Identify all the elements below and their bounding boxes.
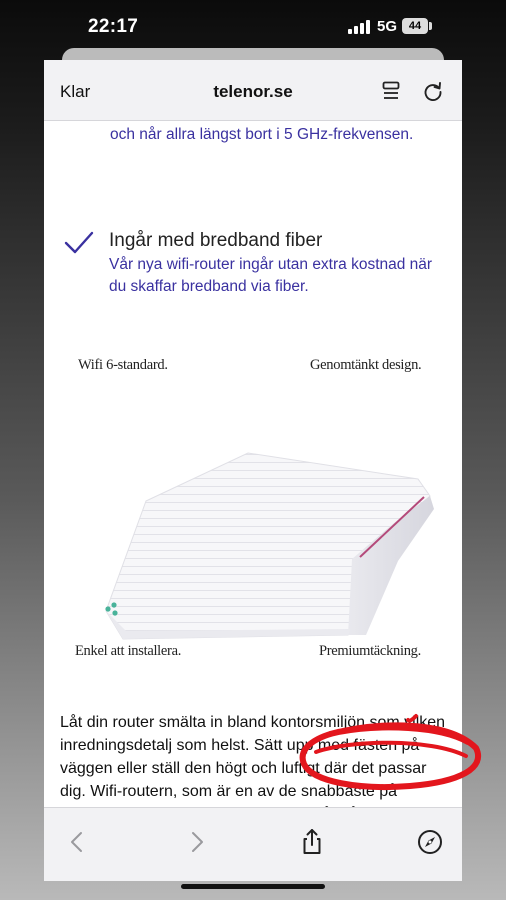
- browser-top-bar: [44, 60, 462, 121]
- caption-design: Genomtänkt design.: [310, 357, 422, 373]
- network-type: 5G: [377, 18, 398, 35]
- done-button[interactable]: Klar: [60, 82, 91, 101]
- caption-coverage: Premiumtäckning.: [319, 643, 421, 659]
- url-label[interactable]: telenor.se: [213, 82, 293, 101]
- home-indicator: [181, 884, 325, 889]
- reload-icon[interactable]: [422, 80, 444, 102]
- share-icon[interactable]: [298, 828, 326, 856]
- compass-icon[interactable]: [416, 828, 444, 856]
- browser-toolbar: [44, 807, 462, 881]
- reader-icon[interactable]: [382, 81, 400, 101]
- feature-description: Vår nya wifi-router ingår utan extra kostnad när du skaffar bredband via fiber.: [109, 256, 433, 295]
- checkmark-icon: [64, 231, 94, 255]
- signal-icon: [348, 20, 372, 34]
- back-icon[interactable]: [64, 828, 92, 856]
- status-time: 22:17: [88, 16, 139, 37]
- feature-title: Ingår med bredband fiber: [109, 230, 323, 251]
- red-scribble-annotation: [290, 712, 490, 802]
- article-paragraph: Låt din router smälta in bland kontorsmiljön som vilken inredningsdetalj som helst. Sätt upp med fästen på väggen eller ställ den högt och luftigt där det passar dig. Wifi-routern, som är en av de snabbaste på: [60, 714, 446, 800]
- status-bar: [0, 0, 506, 52]
- caption-install: Enkel att installera.: [75, 643, 182, 659]
- caption-wifi6: Wifi 6-standard.: [78, 357, 168, 373]
- web-content: [44, 121, 462, 807]
- battery-icon: 44: [402, 18, 428, 34]
- feature-text-partial: och når allra längst bort i 5 GHz-frekvensen.: [110, 126, 414, 143]
- router-image: [98, 391, 438, 641]
- battery-tip: [429, 22, 432, 30]
- forward-icon[interactable]: [182, 828, 210, 856]
